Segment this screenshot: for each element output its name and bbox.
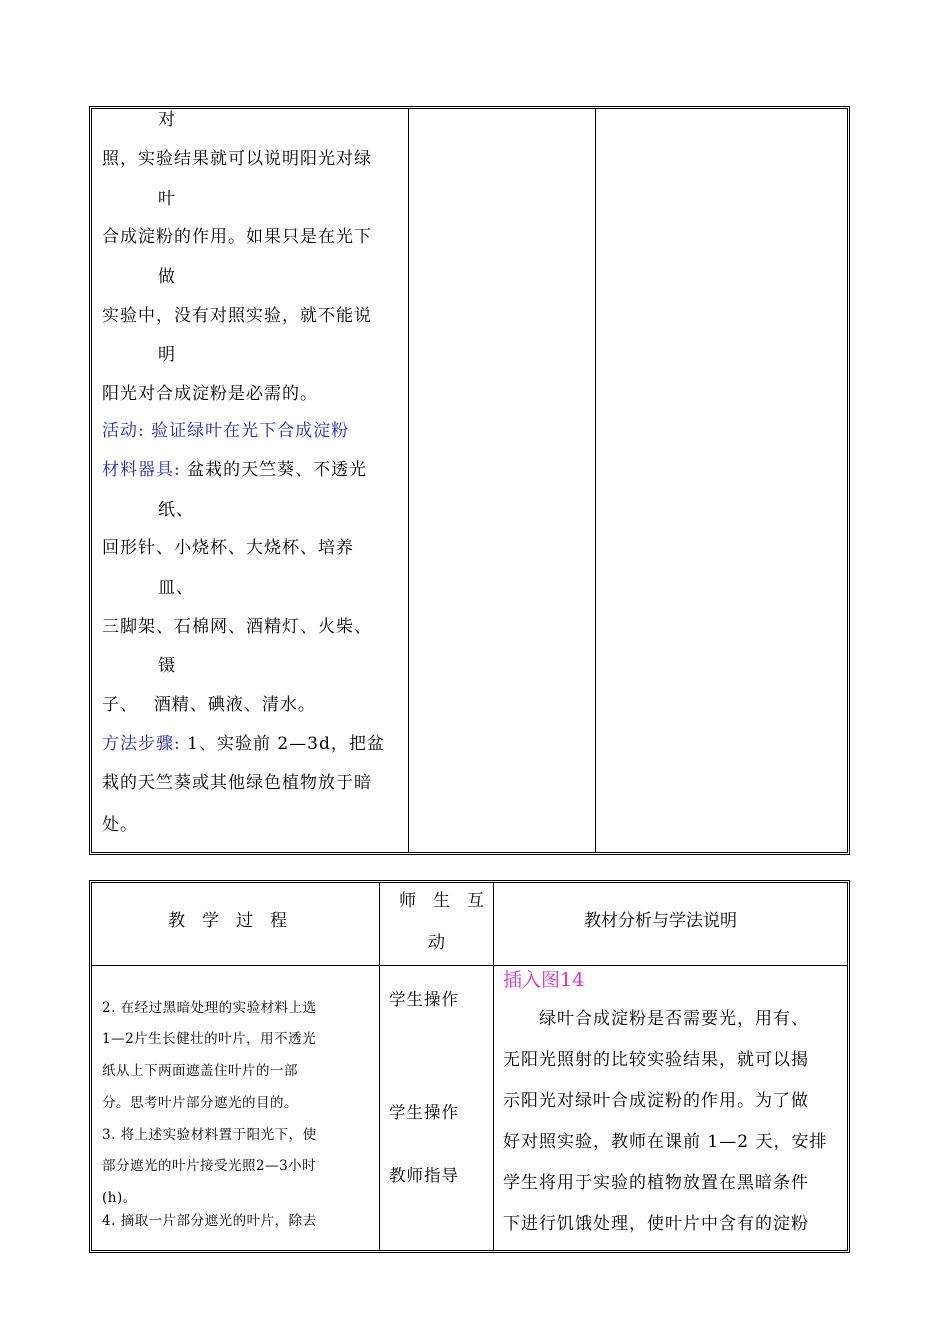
text-line: 子、 酒精、碘液、清水。 (102, 695, 316, 715)
analysis-line: 示阳光对绿叶合成淀粉的作用。为了做 (503, 1091, 809, 1111)
step-line: 纸从上下两面遮盖住叶片的一部 (102, 1063, 298, 1079)
text-line: 叶 (158, 189, 176, 209)
analysis-line: 下进行饥饿处理，使叶片中含有的淀粉 (503, 1214, 809, 1234)
analysis-line: 学生将用于实验的植物放置在黑暗条件 (503, 1173, 809, 1193)
interaction-label: 教师指导 (389, 1166, 459, 1185)
materials-text: 盆栽的天竺葵、不透光 (187, 460, 368, 480)
text-line: 皿、 (158, 578, 194, 598)
activity-text: 验证绿叶在光下合成淀粉 (151, 421, 350, 441)
step-line: 1—2片生长健壮的叶片，用不透光 (102, 1031, 317, 1047)
analysis-line: 好对照实验，教师在课前 1—2 天，安排 (503, 1132, 828, 1152)
column-divider (408, 109, 409, 852)
step-line: 部分遮光的叶片接受光照2—3小时 (102, 1158, 317, 1174)
method-line (102, 734, 385, 754)
colon: : (138, 421, 145, 441)
text-line: 纸、 (158, 500, 194, 520)
header-analysis: 教材分析与学法说明 (584, 911, 737, 931)
text-line: 实验中，没有对照实验，就不能说 (102, 306, 372, 326)
header-interaction-line2: 动 (428, 933, 445, 953)
text-line: 明 (158, 345, 176, 365)
text-line: 合成淀粉的作用。如果只是在光下 (102, 227, 372, 247)
step-line: (h)。 (102, 1190, 137, 1206)
step-line: 2. 在经过黑暗处理的实验材料上选 (102, 1000, 317, 1016)
text-line: 三脚架、石棉网、酒精灯、火柴、 (102, 617, 372, 637)
header-teaching-process: 教 学 过 程 (168, 911, 287, 931)
activity-label: 活动 (102, 421, 138, 441)
analysis-line: 无阳光照射的比较实验结果，就可以揭 (503, 1050, 809, 1070)
step-line: 分。思考叶片部分遮光的目的。 (102, 1095, 298, 1111)
text-line: 做 (158, 267, 176, 287)
column-divider (595, 109, 596, 852)
text-line: 回形针、小烧杯、大烧杯、培养 (102, 538, 354, 558)
colon: : (174, 460, 181, 480)
activity-line (102, 421, 349, 441)
header-interaction-line1: 师 生 互 (399, 891, 484, 911)
interaction-label: 学生操作 (389, 990, 459, 1009)
text-line: 栽的天竺葵或其他绿色植物放于暗 (102, 773, 372, 793)
text-line: 阳光对合成淀粉是必需的。 (102, 384, 318, 404)
header-divider (92, 965, 847, 966)
insert-figure-note: 插入图14 (503, 969, 585, 991)
step-line: 4. 摘取一片部分遮光的叶片，除去 (102, 1213, 317, 1229)
text-line: 镊 (158, 656, 176, 676)
text-line: 处。 (102, 815, 138, 835)
interaction-label: 学生操作 (389, 1103, 459, 1122)
text-line: 对 (158, 110, 176, 130)
method-text: 1、实验前 2—3d，把盆 (187, 734, 385, 754)
column-divider (493, 883, 494, 1250)
analysis-line: 绿叶合成淀粉是否需要光，用有、 (503, 1009, 809, 1029)
materials-label: 材料器具 (102, 460, 174, 480)
text-line: 照，实验结果就可以说明阳光对绿 (102, 149, 372, 169)
method-label: 方法步骤 (102, 734, 174, 754)
step-line: 3. 将上述实验材料置于阳光下，使 (102, 1127, 317, 1143)
colon: : (174, 734, 181, 754)
column-divider (379, 883, 380, 1250)
materials-line (102, 460, 367, 480)
